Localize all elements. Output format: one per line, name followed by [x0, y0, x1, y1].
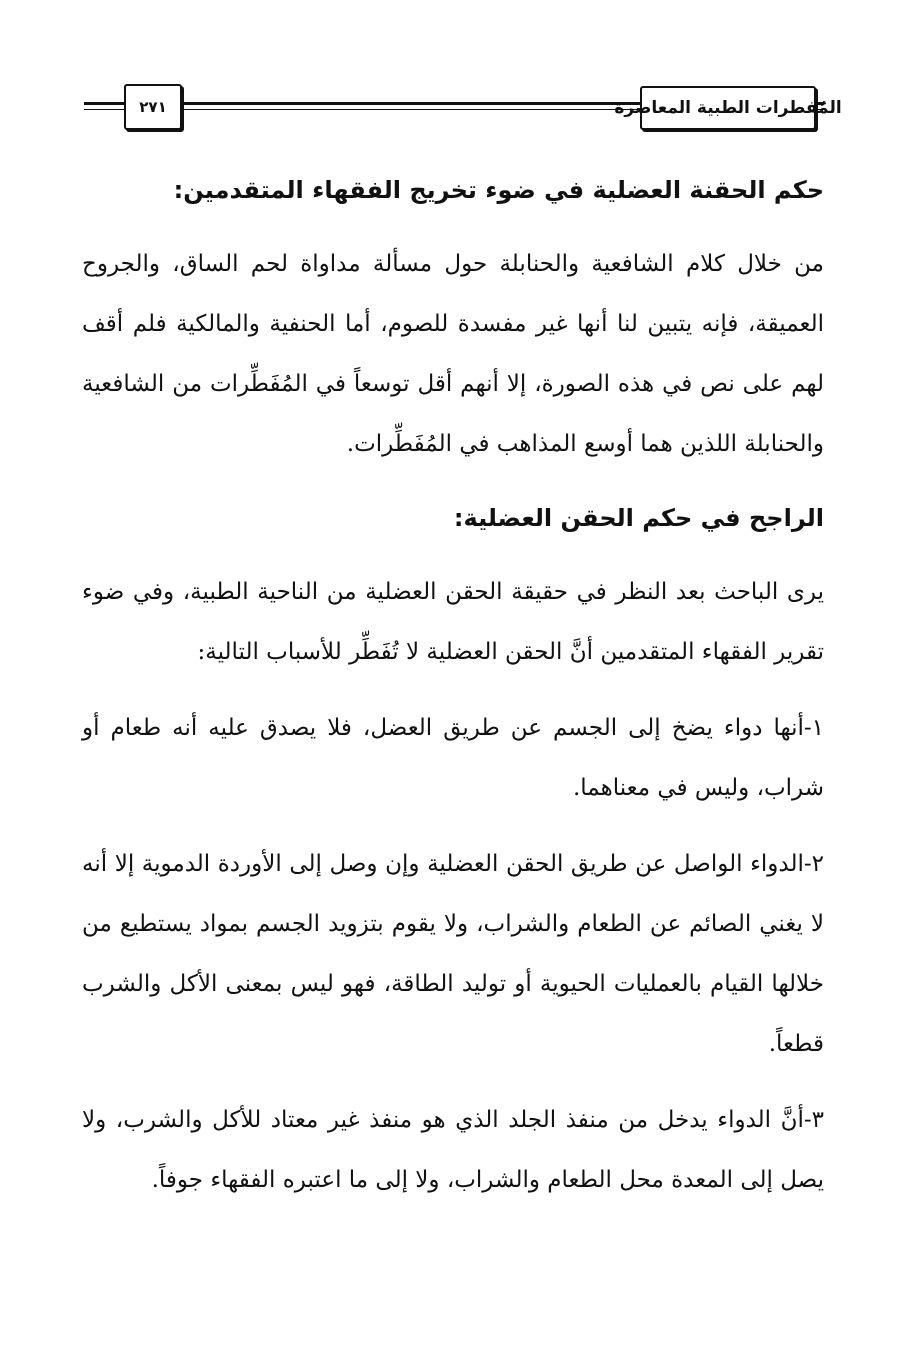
header-rule-left-thick: [84, 102, 126, 105]
header-rule-middle-thick: [176, 102, 642, 105]
paragraph-researcher-view: يرى الباحث بعد النظر في حقيقة الحقن العضلية من الناحية الطبية، وفي ضوء تقرير الفقهاء المتقدمين أنَّ الحقن العضلية لا تُفَطِّر للأسباب التالية:: [82, 579, 824, 665]
list-item-reason-1: ١-أنها دواء يضخ إلى الجسم عن طريق العضل، فلا يصدق عليه أنه طعام أو شراب، وليس في معناهما.: [82, 715, 824, 801]
page-number-frame: [124, 84, 182, 130]
book-title: المُفطرات الطبية المعاصرة: [614, 98, 842, 118]
running-header: [84, 84, 842, 136]
book-title-frame: [614, 86, 842, 130]
paragraph-scholars-view: من خلال كلام الشافعية والحنابلة حول مسألة مداواة لحم الساق، والجروح العميقة، فإنه يتبين لنا أنها غير مفسدة للصوم، أما الحنفية والمالكية فلم أقف لهم على نص في هذه الصورة، إلا أنهم أقل توسعاً في المُفَطِّرات من الشافعية والحنابلة اللذين هما أوسع المذاهب في المُفَطِّرات.: [82, 251, 824, 457]
section-heading-ruling: حكم الحقنة العضلية في ضوء تخريج الفقهاء المتقدمين:: [173, 176, 824, 204]
list-item-reason-2: ٢-الدواء الواصل عن طريق الحقن العضلية وإن وصل إلى الأوردة الدموية إلا أنه لا يغني الصائم عن الطعام والشراب، ولا يقوم بتزويد الجسم بمواد يستطيع من خلالها القيام بالعمليات الحيوية أو توليد الطاقة، فهو ليس بمعنى الأكل والشرب قطعاً.: [82, 851, 824, 1057]
header-rule-left-thin: [84, 109, 126, 110]
page-body: [82, 160, 824, 1210]
section-heading-preferred: الراجح في حكم الحقن العضلية:: [453, 504, 824, 532]
list-item-reason-3: ٣-أنَّ الدواء يدخل من منفذ الجلد الذي هو منفذ غير معتاد للأكل والشرب، ولا يصل إلى المعدة محل الطعام والشراب، ولا إلى ما اعتبره الفقهاء جوفاً.: [82, 1107, 824, 1193]
page-number: ٢٧١: [139, 98, 167, 116]
header-rule-middle-thin: [176, 109, 642, 110]
